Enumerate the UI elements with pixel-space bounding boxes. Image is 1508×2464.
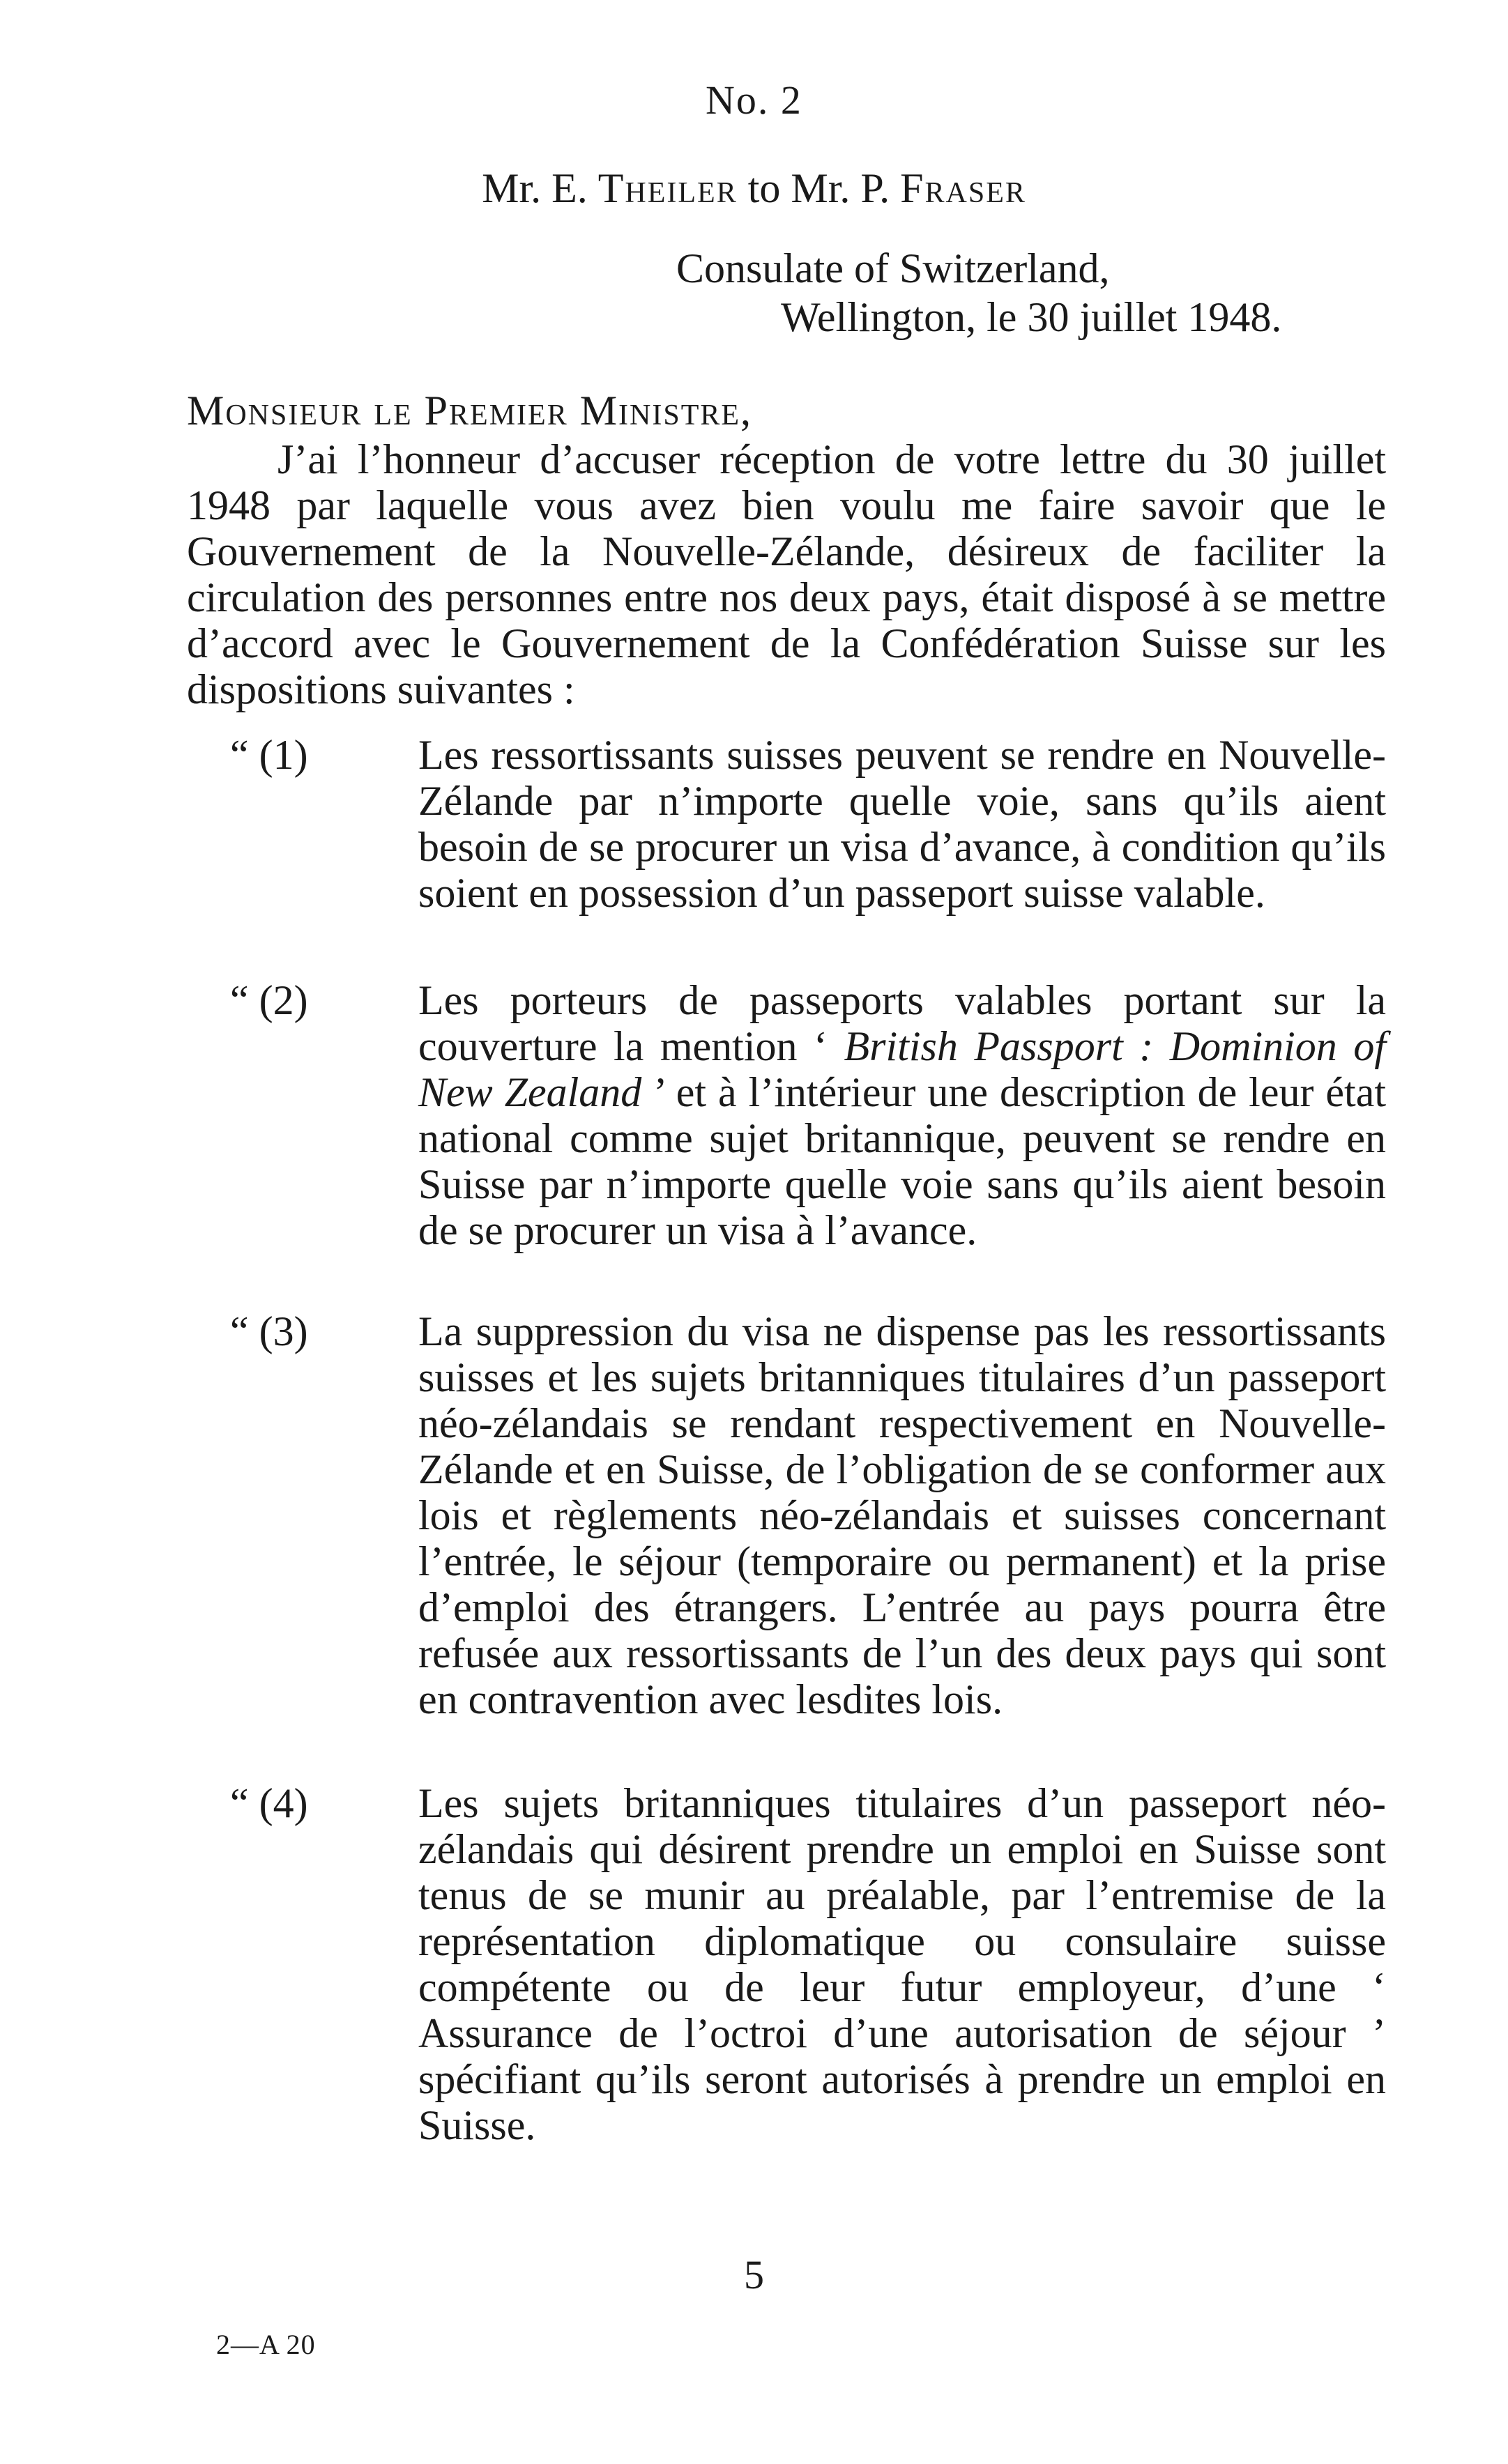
item-text-after: ’ et à l’intérieur une description de leur état national comme sujet britannique, peuvent se rendre en Suisse par n’importe quelle voie sans qu’ils aient besoin de se procurer un visa à l’avance. [418, 1069, 1386, 1253]
item-text-body: La suppression du visa ne dispense pas les ressortissants suisses et les sujets britanniques titulaires d’un passeport néo-zélandais se rendant respectivement en Nouvelle-Zélande et en Suisse, de l’obligation de se conformer aux lois et règlements néo-zélandais et suisses concernant l’entrée, le séjour (temporaire ou permanent) et la prise d’emploi des étrangers. L’entrée au pays pourra être refusée aux ressortissants de l’un des deux pays qui sont en contravention avec lesdites lois. [418, 1308, 1386, 1722]
recipient-prefix: Mr. P. [791, 165, 901, 211]
heading-connector: to [737, 165, 791, 211]
item-text [230, 1308, 1386, 1722]
item-text [230, 732, 1386, 916]
printer-signature-mark: 2—A 20 [216, 2329, 316, 2360]
list-item [230, 1780, 1386, 2148]
place-line-2: Wellington, le 30 juillet 1948. [781, 294, 1282, 340]
document-number: No. 2 [706, 77, 802, 123]
list-item [230, 1308, 1386, 1722]
item-text-before: Les porteurs de passeports valables portant sur la couverture la mention ‘ [418, 977, 1386, 1069]
place-and-date [676, 244, 1281, 342]
item-text-italic: British Passport : Dominion of New Zealand [418, 1023, 1386, 1115]
list-item [230, 977, 1386, 1253]
item-text [230, 977, 1386, 1253]
sender-prefix: Mr. E. [482, 165, 598, 211]
sender-name: Theiler [597, 165, 738, 211]
intro-paragraph: J’ai l’honneur d’accuser réception de votre lettre du 30 juillet 1948 par laquelle vous avez bien voulu me faire savoir que le Gouvernement de la Nouvelle-Zélande, désireux de faciliter la circulation des personnes entre nos deux pays, était disposé à se mettre d’accord avec le Gouvernement de la Confédération Suisse sur les dispositions suivantes : [187, 436, 1386, 712]
item-text-body: Les sujets britanniques titulaires d’un passeport néo-zélandais qui désirent prendre un emploi en Suisse sont tenus de se munir au préalable, par l’entremise de la représentation diplomatique ou consulaire suisse compétente ou de leur futur employeur, d’une ‘ Assurance de l’octroi d’une autorisation de séjour ’ spécifiant qu’ils seront autorisés à prendre un emploi en Suisse. [418, 1780, 1386, 2148]
salutation: Monsieur le Premier Ministre, [187, 388, 753, 434]
recipient-name: Fraser [900, 165, 1026, 211]
page-number: 5 [744, 2252, 764, 2297]
item-number: “ (2) [230, 977, 308, 1023]
item-number: “ (4) [230, 1780, 308, 1826]
list-item [230, 732, 1386, 916]
item-number: “ (3) [230, 1308, 308, 1354]
item-text-body: Les ressortissants suisses peuvent se rendre en Nouvelle-Zélande par n’importe quelle voie, sans qu’ils aient besoin de se procurer un visa d’avance, à condition qu’ils soient en possession d’un passeport suisse valable. [418, 732, 1386, 916]
place-line-1: Consulate of Switzerland, [676, 245, 1110, 291]
item-number: “ (1) [230, 732, 308, 778]
letter-heading [0, 164, 1508, 213]
item-text [230, 1780, 1386, 2148]
